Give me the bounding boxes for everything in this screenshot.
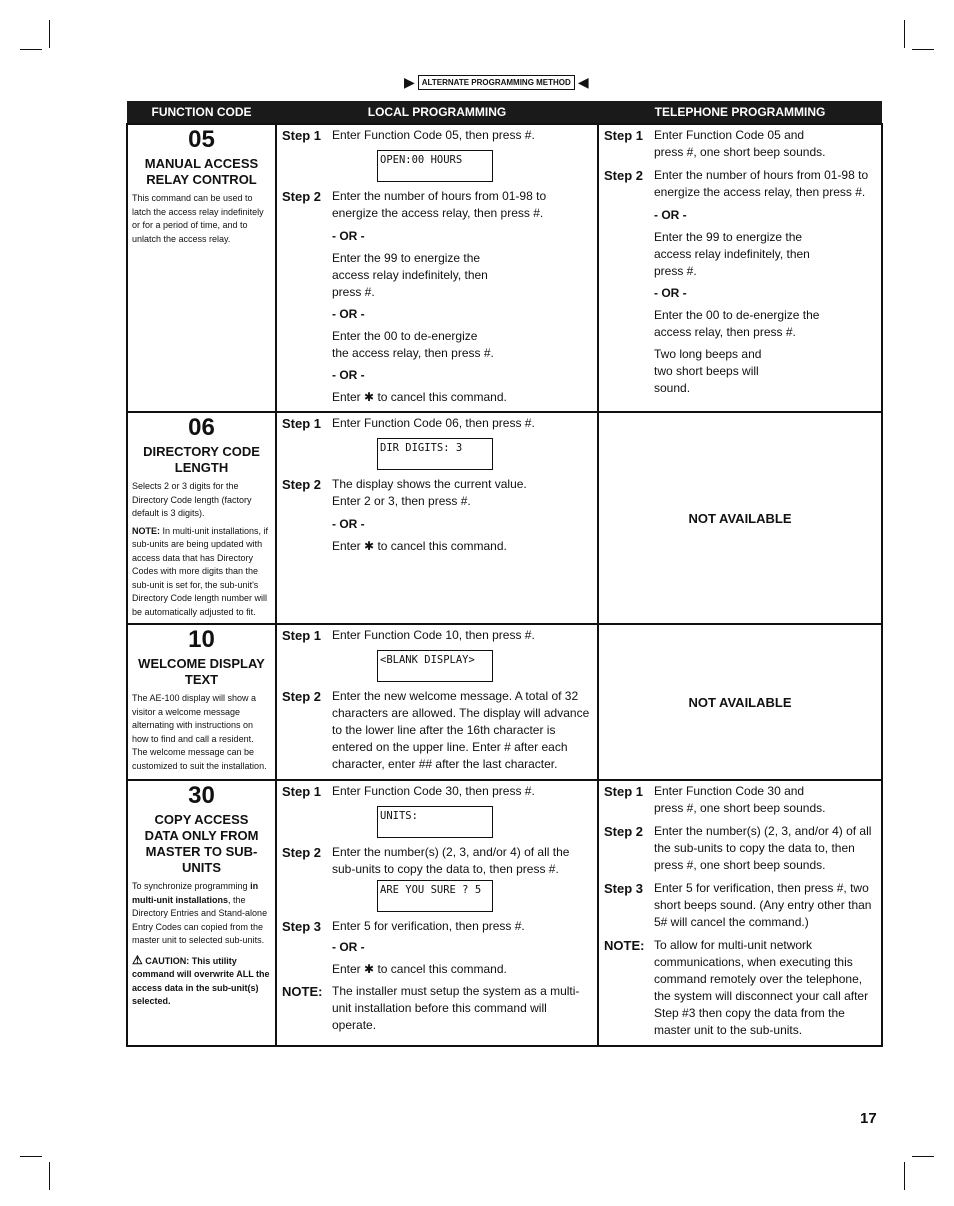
step-label: Step 2 — [604, 824, 644, 839]
function-description: Selects 2 or 3 digits for the Directory Code length (factory default is 3 digits). — [132, 481, 252, 518]
function-name: DIRECTORY CODE LENGTH — [143, 444, 260, 475]
right-arrow-icon: ▶ — [404, 74, 415, 90]
function-name: COPY ACCESS DATA ONLY FROM MASTER TO SUB-UNITS — [144, 812, 259, 875]
column-header-function-code: FUNCTION CODE — [127, 101, 276, 124]
star-key-icon: ✱ — [364, 539, 375, 553]
step-text: Enter Function Code 05, then press #. — [332, 128, 535, 142]
section-header-label: ALTERNATE PROGRAMMING METHOD — [418, 75, 575, 90]
step-text: Enter the new welcome message. A total of 32 characters are allowed. The display will advance to the lower line after the 16th character is entered on the upper line. Enter # after each character, enter ## after the last character. — [332, 689, 590, 771]
warning-icon: ⚠ — [132, 952, 143, 967]
step-text: Enter the number(s) (2, 3, and/or 4) of all the sub-units to copy the data to, then press #. — [332, 845, 570, 876]
function-note: NOTE: In multi-unit installations, if sub-units are being updated with access data that has Directory Codes with more digits than the sub-unit is set for, the sub-unit's Directory Code length number will be automatically adjusted to fit. — [132, 525, 269, 617]
function-number: 30 — [188, 782, 215, 809]
step-label: Step 1 — [604, 128, 644, 143]
crop-mark — [904, 1162, 905, 1190]
telephone-programming-cell — [598, 780, 882, 1046]
table-row-function-05 — [127, 124, 882, 412]
step-label: Step 2 — [282, 689, 322, 704]
step-text: Enter the number of hours from 01-98 to energize the access relay, then press #. — [332, 189, 547, 220]
column-header-telephone-programming: TELEPHONE PROGRAMMING — [598, 101, 882, 124]
function-code-cell — [127, 412, 276, 624]
table-header-row — [127, 101, 882, 124]
step-label: Step 1 — [604, 784, 644, 799]
step-label: Step 2 — [604, 168, 644, 183]
function-code-cell — [127, 624, 276, 780]
step-text: Enter Function Code 05 and press #, one short beep sounds. — [654, 128, 826, 159]
step-label: Step 1 — [282, 128, 322, 143]
crop-mark — [904, 20, 905, 48]
note-text: The installer must setup the system as a multi-unit installation before this command will operate. — [332, 984, 580, 1032]
star-key-icon: ✱ — [364, 962, 375, 976]
not-available-label: NOT AVAILABLE — [598, 412, 882, 624]
or-separator: - OR - — [654, 286, 687, 300]
lcd-display: OPEN:00 HOURS — [377, 150, 493, 182]
function-description: This command can be used to latch the access relay indefinitely or for a period of time, and to unlatch the access relay. — [132, 193, 264, 244]
step-label: Step 1 — [282, 628, 322, 643]
crop-mark — [49, 1162, 50, 1190]
local-programming-cell — [276, 124, 598, 412]
or-separator: - OR - — [332, 307, 365, 321]
column-header-local-programming: LOCAL PROGRAMMING — [276, 101, 598, 124]
instruction-text: Enter ✱ to cancel this command. — [332, 962, 507, 976]
step-text: Enter 5 for verification, then press #. — [332, 919, 525, 933]
table-row-function-10 — [127, 624, 882, 780]
step-text: Enter Function Code 10, then press #. — [332, 628, 535, 642]
or-separator: - OR - — [654, 208, 687, 222]
left-arrow-icon: ◀ — [577, 74, 589, 90]
function-name: MANUAL ACCESS RELAY CONTROL — [144, 156, 259, 187]
crop-mark — [20, 1156, 42, 1157]
function-description: To synchronize programming in multi-unit installations, the Directory Entries and Stand-alone Entry Codes can copied from the master unit to selected sub-units. — [132, 881, 268, 945]
instruction-text: Two long beeps and two short beeps will sound. — [654, 347, 762, 395]
or-separator: - OR - — [332, 940, 365, 954]
table-row-function-30 — [127, 780, 882, 1046]
step-label: Step 3 — [282, 919, 322, 934]
step-text: Enter Function Code 06, then press #. — [332, 416, 535, 430]
step-label: Step 2 — [282, 845, 322, 860]
step-label: Step 1 — [282, 416, 322, 431]
note-label: NOTE: — [282, 984, 323, 999]
step-label: Step 1 — [282, 784, 322, 799]
function-code-cell — [127, 780, 276, 1046]
step-text: The display shows the current value. Enter 2 or 3, then press #. — [332, 477, 527, 508]
local-programming-cell — [276, 412, 598, 624]
function-description: The AE-100 display will show a visitor a welcome message alternating with instructions on how to find and call a resident. The welcome message can be customized to suit the installation. — [132, 693, 267, 771]
function-name: WELCOME DISPLAY TEXT — [138, 656, 265, 687]
crop-mark — [20, 49, 42, 50]
note-text: To allow for multi-unit network communications, when executing this command remotely over the telephone, the system will disconnect your call after Step #3 then copy the data from the master unit to the sub-units. — [654, 938, 869, 1037]
instruction-text: Enter the 00 to de-energize the access relay, then press #. — [332, 329, 494, 360]
function-number: 06 — [188, 414, 215, 441]
step-label: Step 3 — [604, 881, 644, 896]
step-text: Enter the number of hours from 01-98 to energize the access relay, then press #. — [654, 168, 869, 199]
programming-table — [126, 101, 883, 1047]
step-label: Step 2 — [282, 189, 322, 204]
instruction-text: Enter ✱ to cancel this command. — [332, 390, 507, 404]
crop-mark — [912, 49, 934, 50]
step-text: Enter 5 for verification, then press #, two short beeps sound. (Any entry other than 5# will cancel the command.) — [654, 881, 872, 929]
or-separator: - OR - — [332, 368, 365, 382]
crop-mark — [49, 20, 50, 48]
instruction-text: Enter the 99 to energize the access relay indefinitely, then press #. — [654, 230, 810, 278]
lcd-display: DIR DIGITS: 3 — [377, 438, 493, 470]
note-label: NOTE: — [604, 938, 645, 953]
caution-note: ⚠ CAUTION: This utility command will overwrite ALL the access data in the sub-unit(s) selected. — [132, 952, 270, 1006]
instruction-text: Enter the 00 to de-energize the access relay, then press #. — [654, 308, 820, 339]
not-available-label: NOT AVAILABLE — [598, 624, 882, 780]
step-text: Enter Function Code 30 and press #, one short beep sounds. — [654, 784, 826, 815]
lcd-display: <BLANK DISPLAY> — [377, 650, 493, 682]
local-programming-cell — [276, 624, 598, 780]
function-number: 05 — [188, 126, 215, 153]
instruction-text: Enter ✱ to cancel this command. — [332, 539, 507, 553]
instruction-text: Enter the 99 to energize the access relay indefinitely, then press #. — [332, 251, 488, 299]
lcd-display: ARE YOU SURE ? 5 — [377, 880, 493, 912]
crop-mark — [912, 1156, 934, 1157]
step-text: Enter the number(s) (2, 3, and/or 4) of all the sub-units to copy the data to, then press #, one short beep sounds. — [654, 824, 872, 872]
step-text: Enter Function Code 30, then press #. — [332, 784, 535, 798]
step-label: Step 2 — [282, 477, 322, 492]
function-code-cell — [127, 124, 276, 412]
star-key-icon: ✱ — [364, 390, 375, 404]
function-number: 10 — [188, 626, 215, 653]
table-row-function-06 — [127, 412, 882, 624]
or-separator: - OR - — [332, 229, 365, 243]
page-number: 17 — [860, 1110, 877, 1127]
or-separator: - OR - — [332, 517, 365, 531]
section-header — [404, 74, 589, 90]
telephone-programming-cell — [598, 124, 882, 412]
local-programming-cell — [276, 780, 598, 1046]
lcd-display: UNITS: — [377, 806, 493, 838]
